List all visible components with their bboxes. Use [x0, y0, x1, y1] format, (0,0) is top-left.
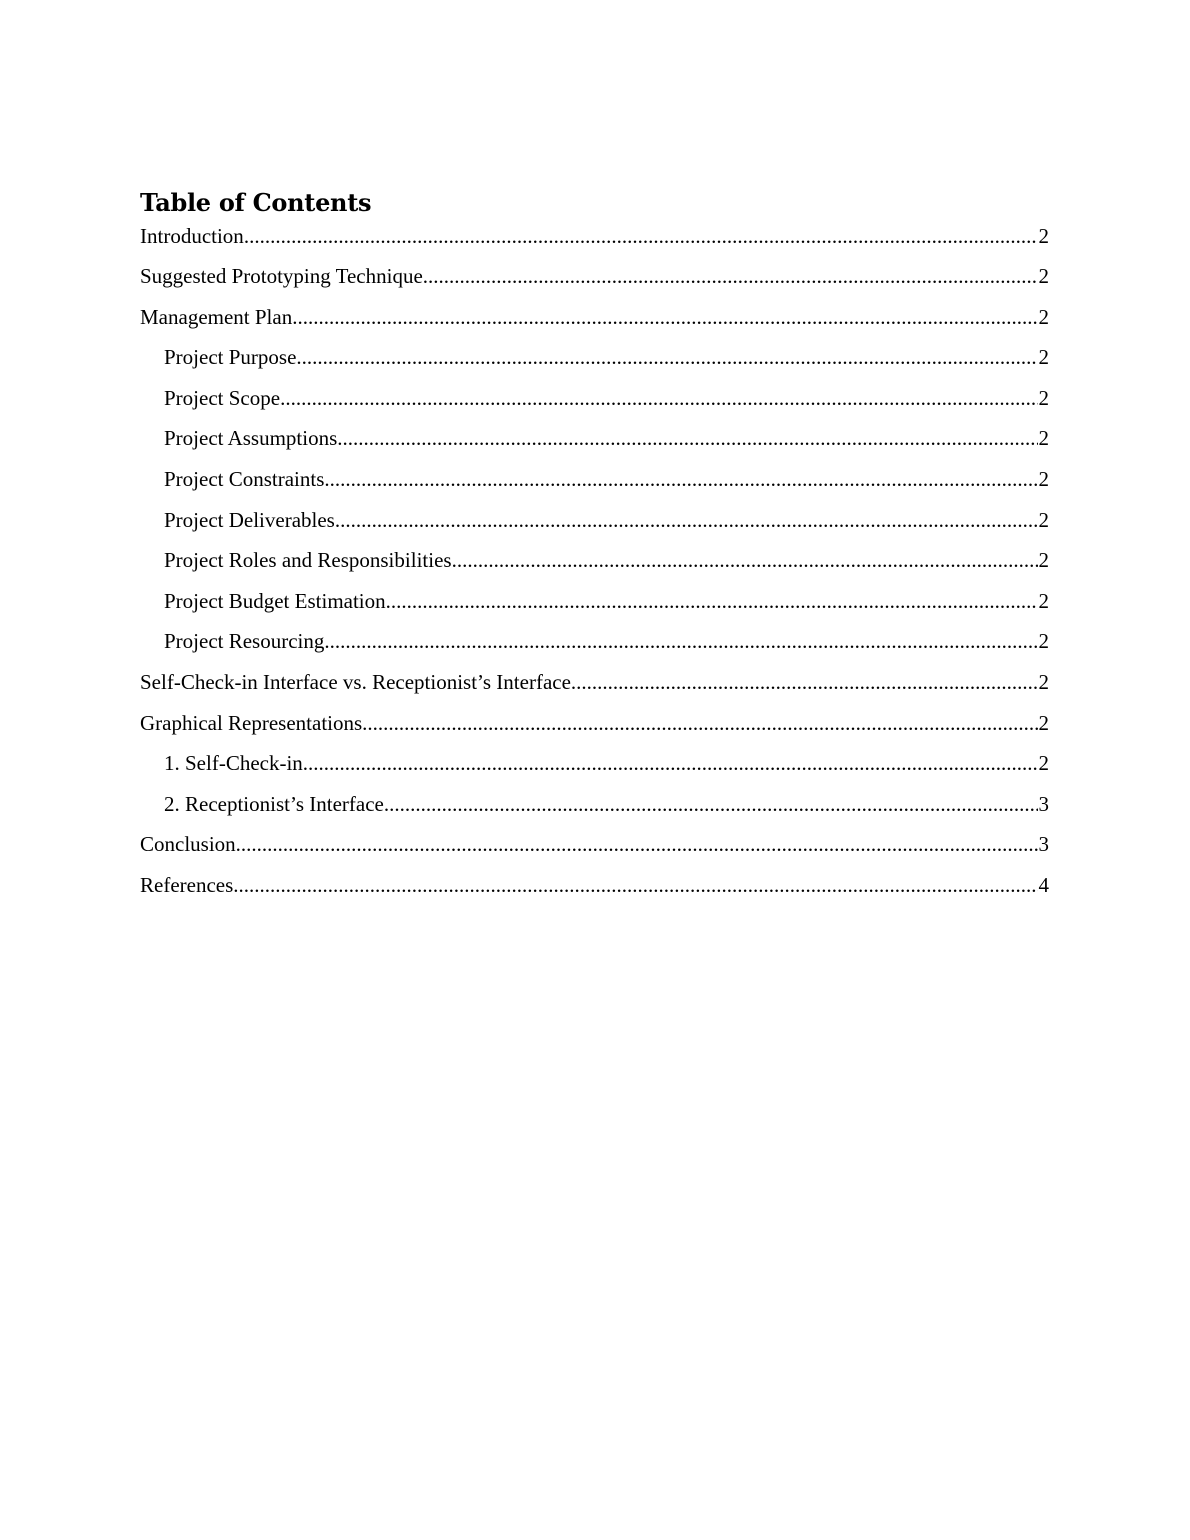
toc-entry-text: Project Constraints: [164, 466, 325, 491]
toc-entry-text: Self-Check-in Interface vs. Receptionist’s Interface: [140, 669, 571, 694]
toc-entry-text: Project Deliverables: [164, 507, 335, 532]
toc-page-number: 2: [1038, 507, 1049, 532]
toc-page-number: 2: [1038, 345, 1049, 370]
toc-page-number: 3: [1038, 832, 1049, 857]
toc-heading: Table of Contents: [140, 188, 372, 217]
toc-dot-leader: [423, 262, 1038, 291]
toc-page-number: 3: [1038, 791, 1049, 816]
toc-entry-project-resourcing[interactable]: [140, 627, 1049, 668]
toc-entry-conclusion[interactable]: [140, 830, 1049, 871]
toc-page-number: 2: [1038, 629, 1049, 654]
toc-entry-project-deliverables[interactable]: [140, 506, 1049, 547]
toc-dot-leader: [337, 424, 1037, 453]
toc-entry-text: Project Resourcing: [164, 629, 325, 654]
toc-page-number: 2: [1038, 710, 1049, 735]
toc-dot-leader: [233, 871, 1037, 900]
toc-page-number: 2: [1038, 426, 1049, 451]
toc-entry-text: Suggested Prototyping Technique: [140, 264, 423, 288]
toc-list: [140, 222, 1049, 912]
toc-dot-leader: [244, 222, 1038, 251]
toc-dot-leader: [452, 546, 1038, 575]
toc-entry-graphical-representations[interactable]: [140, 709, 1049, 750]
toc-entry-text: Management Plan: [140, 304, 293, 329]
table-of-contents: [140, 184, 1049, 912]
toc-entry-project-roles-and-responsibilities[interactable]: [140, 546, 1049, 587]
toc-entry-project-purpose[interactable]: [140, 343, 1049, 384]
toc-dot-leader: [324, 627, 1037, 656]
toc-entry-text: Introduction: [140, 224, 244, 248]
toc-entry-text: Project Purpose: [164, 345, 297, 370]
toc-dot-leader: [386, 587, 1038, 616]
toc-entry-receptionist-interface[interactable]: [140, 790, 1049, 831]
toc-entry-text: Project Assumptions: [164, 426, 338, 451]
toc-entry-text: Project Budget Estimation: [164, 588, 386, 613]
toc-dot-leader: [384, 790, 1038, 819]
toc-page-number: 2: [1038, 588, 1049, 613]
toc-page-number: 2: [1038, 669, 1049, 694]
toc-entry-text: Conclusion: [140, 832, 236, 857]
toc-page-number: 2: [1038, 224, 1049, 248]
toc-entry-text: References: [140, 872, 234, 897]
toc-dot-leader: [303, 749, 1038, 778]
toc-page-number: 4: [1038, 872, 1049, 897]
toc-entry-text: 2. Receptionist’s Interface: [164, 791, 384, 816]
toc-page-number: 2: [1038, 548, 1049, 573]
toc-entry-text: 1. Self-Check-in: [164, 751, 303, 776]
toc-entry-text: Graphical Representations: [140, 710, 363, 735]
toc-dot-leader: [324, 465, 1037, 494]
toc-dot-leader: [335, 506, 1038, 535]
toc-entry-self-check-in[interactable]: [140, 749, 1049, 790]
toc-dot-leader: [236, 830, 1038, 859]
toc-dot-leader: [280, 384, 1037, 413]
toc-entry-project-assumptions[interactable]: [140, 424, 1049, 465]
toc-entry-text: Project Roles and Responsibilities: [164, 548, 452, 573]
toc-dot-leader: [571, 668, 1038, 697]
toc-dot-leader: [292, 303, 1037, 332]
toc-dot-leader: [362, 709, 1037, 738]
toc-page-number: 2: [1038, 751, 1049, 776]
toc-entry-suggested-prototyping-technique[interactable]: [140, 262, 1049, 303]
toc-entry-project-constraints[interactable]: [140, 465, 1049, 506]
toc-entry-self-check-in-vs-receptionist[interactable]: [140, 668, 1049, 709]
toc-page-number: 2: [1038, 385, 1049, 410]
toc-entry-text: Project Scope: [164, 385, 281, 410]
toc-entry-project-scope[interactable]: [140, 384, 1049, 425]
toc-entry-management-plan[interactable]: [140, 303, 1049, 344]
toc-page-number: 2: [1038, 264, 1049, 288]
toc-entry-references[interactable]: [140, 871, 1049, 912]
toc-dot-leader: [296, 343, 1037, 372]
toc-entry-introduction[interactable]: [140, 222, 1049, 262]
toc-page-number: 2: [1038, 466, 1049, 491]
toc-entry-project-budget-estimation[interactable]: [140, 587, 1049, 628]
toc-page-number: 2: [1038, 304, 1049, 329]
